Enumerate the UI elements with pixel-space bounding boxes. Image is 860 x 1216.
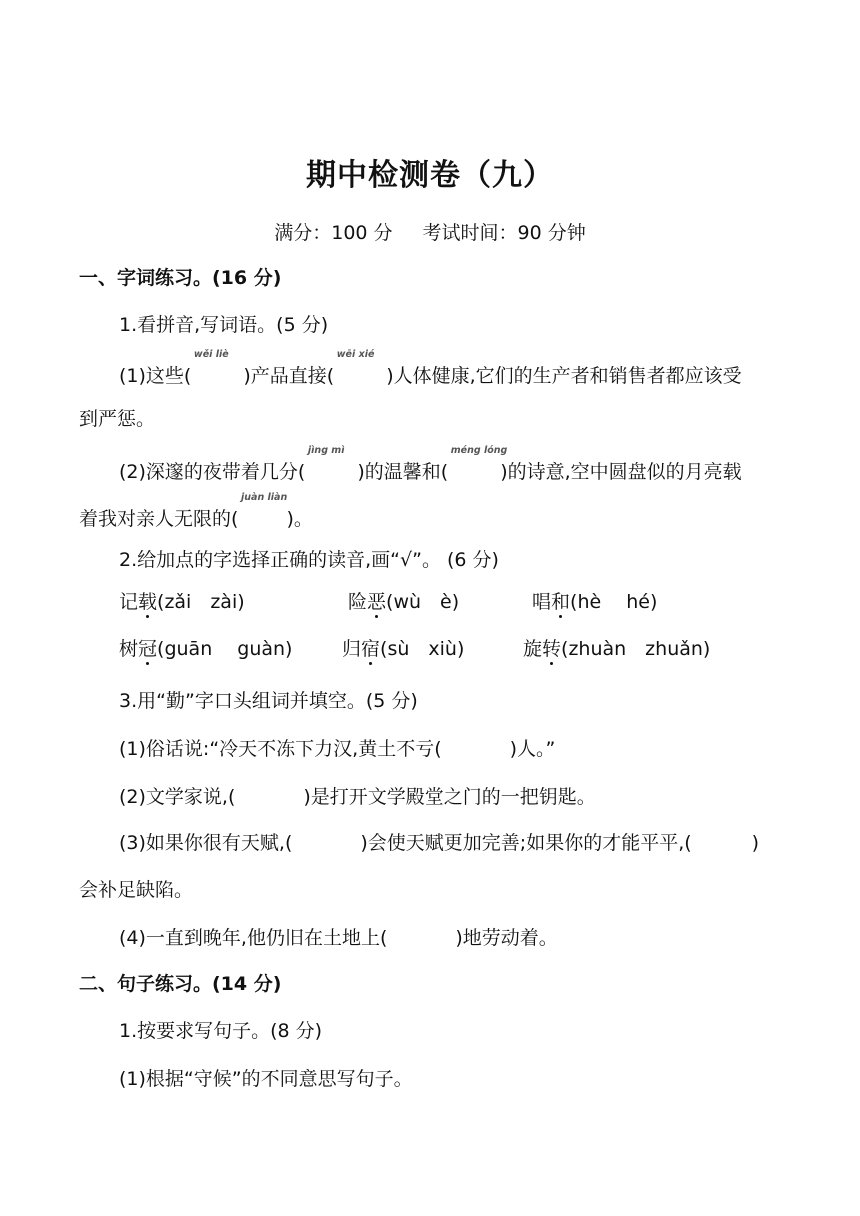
dotted-char: 载 <box>138 591 158 613</box>
answer-blank[interactable]: ( wēi xié ) <box>327 363 394 389</box>
section-2-q1-sentence-1: (1)根据“守候”的不同意思写句子。 <box>119 1068 413 1090</box>
reading-item: 旋转(zhuàn zhuǎn) <box>523 638 711 660</box>
q3-sentence-2: (2)文学家说,( )是打开文学殿堂之门的一把钥匙。 <box>119 786 596 808</box>
answer-blank[interactable]: ( jìng mì ) <box>298 459 365 485</box>
pinyin-hint: wēi xié <box>336 349 375 360</box>
reading-item: 唱和(hè hé) <box>532 591 658 613</box>
pinyin-hint: méng lóng <box>450 445 508 456</box>
section-2-heading: 二、句子练习。(14 分) <box>79 973 282 995</box>
answer-blank[interactable]: ( wěi liè ) <box>184 363 251 389</box>
q1-sentence-2: (2)深邃的夜带着几分( jìng mì )的温馨和( méng lóng )的诗意,空中圆盘似的月亮载 <box>119 459 742 485</box>
q2-title: 2.给加点的字选择正确的读音,画“√”。 (6 分) <box>119 549 499 571</box>
q3-sentence-3: (3)如果你很有天赋,( )会使天赋更加完善;如果你的才能平平,( ) <box>119 832 760 854</box>
reading-item: 树冠(guān guàn) <box>119 638 293 660</box>
q3-sentence-3-cont: 会补足缺陷。 <box>79 879 194 901</box>
dotted-char: 恶 <box>367 591 387 613</box>
reading-item: 记载(zǎi zài) <box>119 591 245 613</box>
dotted-char: 宿 <box>361 638 381 660</box>
pinyin-hint: juàn liàn <box>241 492 288 503</box>
dotted-char: 转 <box>542 638 562 660</box>
answer-blank[interactable]: ( méng lóng ) <box>441 459 508 485</box>
exam-time: 考试时间：90 分钟 <box>422 222 586 244</box>
full-score: 满分：100 分 <box>274 222 393 244</box>
exam-info <box>0 218 860 245</box>
page-title: 期中检测卷（九） <box>306 158 554 193</box>
q1-sentence-1: (1)这些( wěi liè )产品直接( wēi xié )人体健康,它们的生产者和销售者都应该受 <box>119 363 742 389</box>
q3-sentence-4: (4)一直到晚年,他仍旧在土地上( )地劳动着。 <box>119 927 558 949</box>
pinyin-hint: jìng mì <box>307 445 345 456</box>
q1-sentence-1-cont: 到严惩。 <box>79 408 156 430</box>
dotted-char: 冠 <box>138 638 158 660</box>
q3-title: 3.用“勤”字口头组词并填空。(5 分) <box>119 690 418 712</box>
q1-sentence-2-cont: 着我对亲人无限的( juàn liàn )。 <box>79 506 313 532</box>
reading-item: 归宿(sù xiù) <box>342 638 465 660</box>
q3-sentence-1: (1)俗话说:“冷天不冻下力汉,黄土不亏( )人。” <box>119 738 556 760</box>
dotted-char: 和 <box>551 591 571 613</box>
answer-blank[interactable]: ( juàn liàn ) <box>231 506 294 532</box>
pinyin-hint: wěi liè <box>193 349 229 360</box>
section-2-q1-title: 1.按要求写句子。(8 分) <box>119 1020 323 1042</box>
reading-item: 险恶(wù è) <box>348 591 460 613</box>
q1-title: 1.看拼音,写词语。(5 分) <box>119 314 329 336</box>
section-1-heading: 一、字词练习。(16 分) <box>79 267 282 289</box>
